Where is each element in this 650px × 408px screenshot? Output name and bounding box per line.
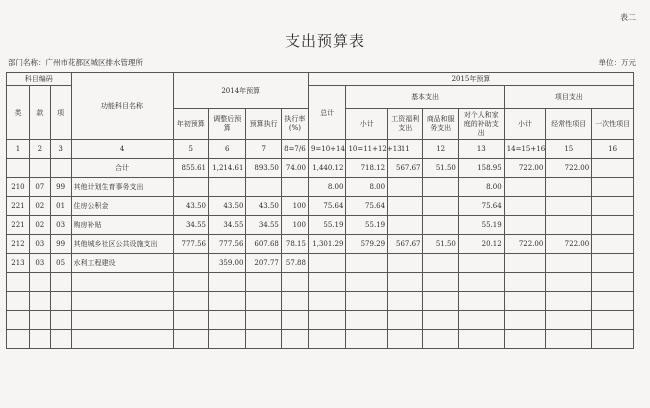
value-cell: 8.00 [458,178,504,197]
value-cell: 75.64 [308,197,345,216]
basic-exp-header: 基本支出 [346,86,504,109]
kuan-cell: 02 [29,216,50,235]
value-cell [504,197,546,216]
onetime-header: 一次性项目 [592,109,634,140]
index-cell: 15 [546,140,592,159]
project-exp-header: 项目支出 [504,86,633,109]
value-cell [388,197,423,216]
value-cell: 75.64 [458,197,504,216]
table-row [7,254,634,273]
unit-label: 单位：万元 [598,58,636,67]
value-cell [308,254,345,273]
value-cell [504,216,546,235]
value-cell: 100 [281,216,308,235]
value-cell: 567.67 [388,235,423,254]
value-cell [173,254,208,273]
value-cell: 43.50 [208,197,245,216]
exec-rate-header: 执行率(%) [281,109,308,140]
wages-header: 工资福利支出 [388,109,423,140]
index-cell: 16 [592,140,634,159]
table-row [7,197,634,216]
subject-code-header: 科目编码 [7,73,72,86]
kuan-cell: 07 [29,178,50,197]
total-cell: 74.00 [281,159,308,178]
total-row [7,159,634,178]
value-cell [388,254,423,273]
budget-table [6,72,634,349]
corner-label: 表二 [620,13,636,22]
value-cell: 34.55 [246,216,281,235]
value-cell: 55.19 [346,216,388,235]
page-title: 支出预算表 [284,32,365,50]
table-row [7,235,634,254]
value-cell [504,178,546,197]
total-cell: 1,214.61 [208,159,245,178]
value-cell [592,216,634,235]
value-cell: 57.88 [281,254,308,273]
empty-row [7,292,634,311]
func-name-header: 功能科目名称 [71,73,173,140]
empty-row [7,330,634,349]
table-row [7,178,634,197]
kuan-header: 款 [29,86,50,140]
value-cell: 607.68 [246,235,281,254]
total-cell: 158.95 [458,159,504,178]
index-cell: 12 [423,140,458,159]
index-cell: 7 [246,140,281,159]
index-cell: 11 [388,140,423,159]
xiang-header: 项 [50,86,71,140]
index-cell: 14=15+16 [504,140,546,159]
xiang-cell: 05 [50,254,71,273]
xiang-cell: 03 [50,216,71,235]
recurring-header: 经常性项目 [546,109,592,140]
func-name-cell: 其他计划生育事务支出 [71,178,173,197]
value-cell: 51.50 [423,235,458,254]
value-cell [423,178,458,197]
index-cell: 8=7/6 [281,140,308,159]
value-cell: 34.55 [173,216,208,235]
lei-cell: 210 [7,178,30,197]
value-cell [246,178,281,197]
value-cell: 78.15 [281,235,308,254]
table-row [7,216,634,235]
index-cell: 9=10+14 [308,140,345,159]
value-cell: 579.29 [346,235,388,254]
index-cell: 10=11+12+13 [346,140,388,159]
budget-2015-header: 2015年预算 [308,73,633,86]
adjusted-budget-header: 调整后预算 [208,109,245,140]
value-cell [423,216,458,235]
value-cell [504,254,546,273]
value-cell: 207.77 [246,254,281,273]
empty-row [7,311,634,330]
total-cell: 722.00 [546,159,592,178]
lei-header: 类 [7,86,30,140]
value-cell: 55.19 [458,216,504,235]
value-cell: 55.19 [308,216,345,235]
total-cell: 51.50 [423,159,458,178]
index-row [7,140,634,159]
value-cell: 777.56 [173,235,208,254]
index-cell: 4 [71,140,173,159]
value-cell [423,254,458,273]
total-header: 总计 [308,86,345,140]
lei-cell: 212 [7,235,30,254]
value-cell [592,254,634,273]
index-cell: 13 [458,140,504,159]
lei-cell: 213 [7,254,30,273]
value-cell [208,178,245,197]
value-cell: 100 [281,197,308,216]
personal-header: 对个人和家庭的补助支出 [458,109,504,140]
index-cell: 2 [29,140,50,159]
value-cell: 722.00 [504,235,546,254]
func-name-cell: 水利工程建设 [71,254,173,273]
value-cell [388,178,423,197]
total-cell: 893.50 [246,159,281,178]
value-cell: 75.64 [346,197,388,216]
empty-row [7,273,634,292]
value-cell: 20.12 [458,235,504,254]
index-cell: 3 [50,140,71,159]
value-cell: 1,301.29 [308,235,345,254]
value-cell [546,216,592,235]
index-cell: 1 [7,140,30,159]
func-name-cell: 其他城乡社区公共设施支出 [71,235,173,254]
value-cell: 359.00 [208,254,245,273]
value-cell [546,254,592,273]
value-cell [592,178,634,197]
basic-subtotal-header: 小计 [346,109,388,140]
func-name-cell: 住房公积金 [71,197,173,216]
budget-exec-header: 预算执行 [246,109,281,140]
total-cell [592,159,634,178]
value-cell: 43.50 [246,197,281,216]
value-cell [173,178,208,197]
value-cell: 8.00 [346,178,388,197]
value-cell [592,197,634,216]
kuan-cell: 03 [29,254,50,273]
total-label: 合计 [71,159,173,178]
value-cell: 722.00 [546,235,592,254]
proj-subtotal-header: 小计 [504,109,546,140]
value-cell: 43.50 [173,197,208,216]
budget-2014-header: 2014年预算 [173,73,308,109]
total-cell: 567.67 [388,159,423,178]
xiang-cell: 01 [50,197,71,216]
value-cell [346,254,388,273]
total-cell: 855.61 [173,159,208,178]
value-cell [388,216,423,235]
total-cell: 722.00 [504,159,546,178]
kuan-cell: 03 [29,235,50,254]
total-cell: 718.12 [346,159,388,178]
total-cell: 1,440.12 [308,159,345,178]
initial-budget-header: 年初预算 [173,109,208,140]
index-cell: 5 [173,140,208,159]
index-cell: 6 [208,140,245,159]
kuan-cell: 02 [29,197,50,216]
value-cell [281,178,308,197]
value-cell: 8.00 [308,178,345,197]
value-cell [423,197,458,216]
value-cell [546,178,592,197]
value-cell [458,254,504,273]
lei-cell: 221 [7,216,30,235]
func-name-cell: 购房补贴 [71,216,173,235]
goods-header: 商品和服务支出 [423,109,458,140]
header-row-1 [7,73,634,86]
value-cell [546,197,592,216]
value-cell: 777.56 [208,235,245,254]
lei-cell: 221 [7,197,30,216]
value-cell: 34.55 [208,216,245,235]
department-name: 部门名称：广州市花都区城区排水管理所 [8,58,143,67]
xiang-cell: 99 [50,235,71,254]
xiang-cell: 99 [50,178,71,197]
value-cell [592,235,634,254]
